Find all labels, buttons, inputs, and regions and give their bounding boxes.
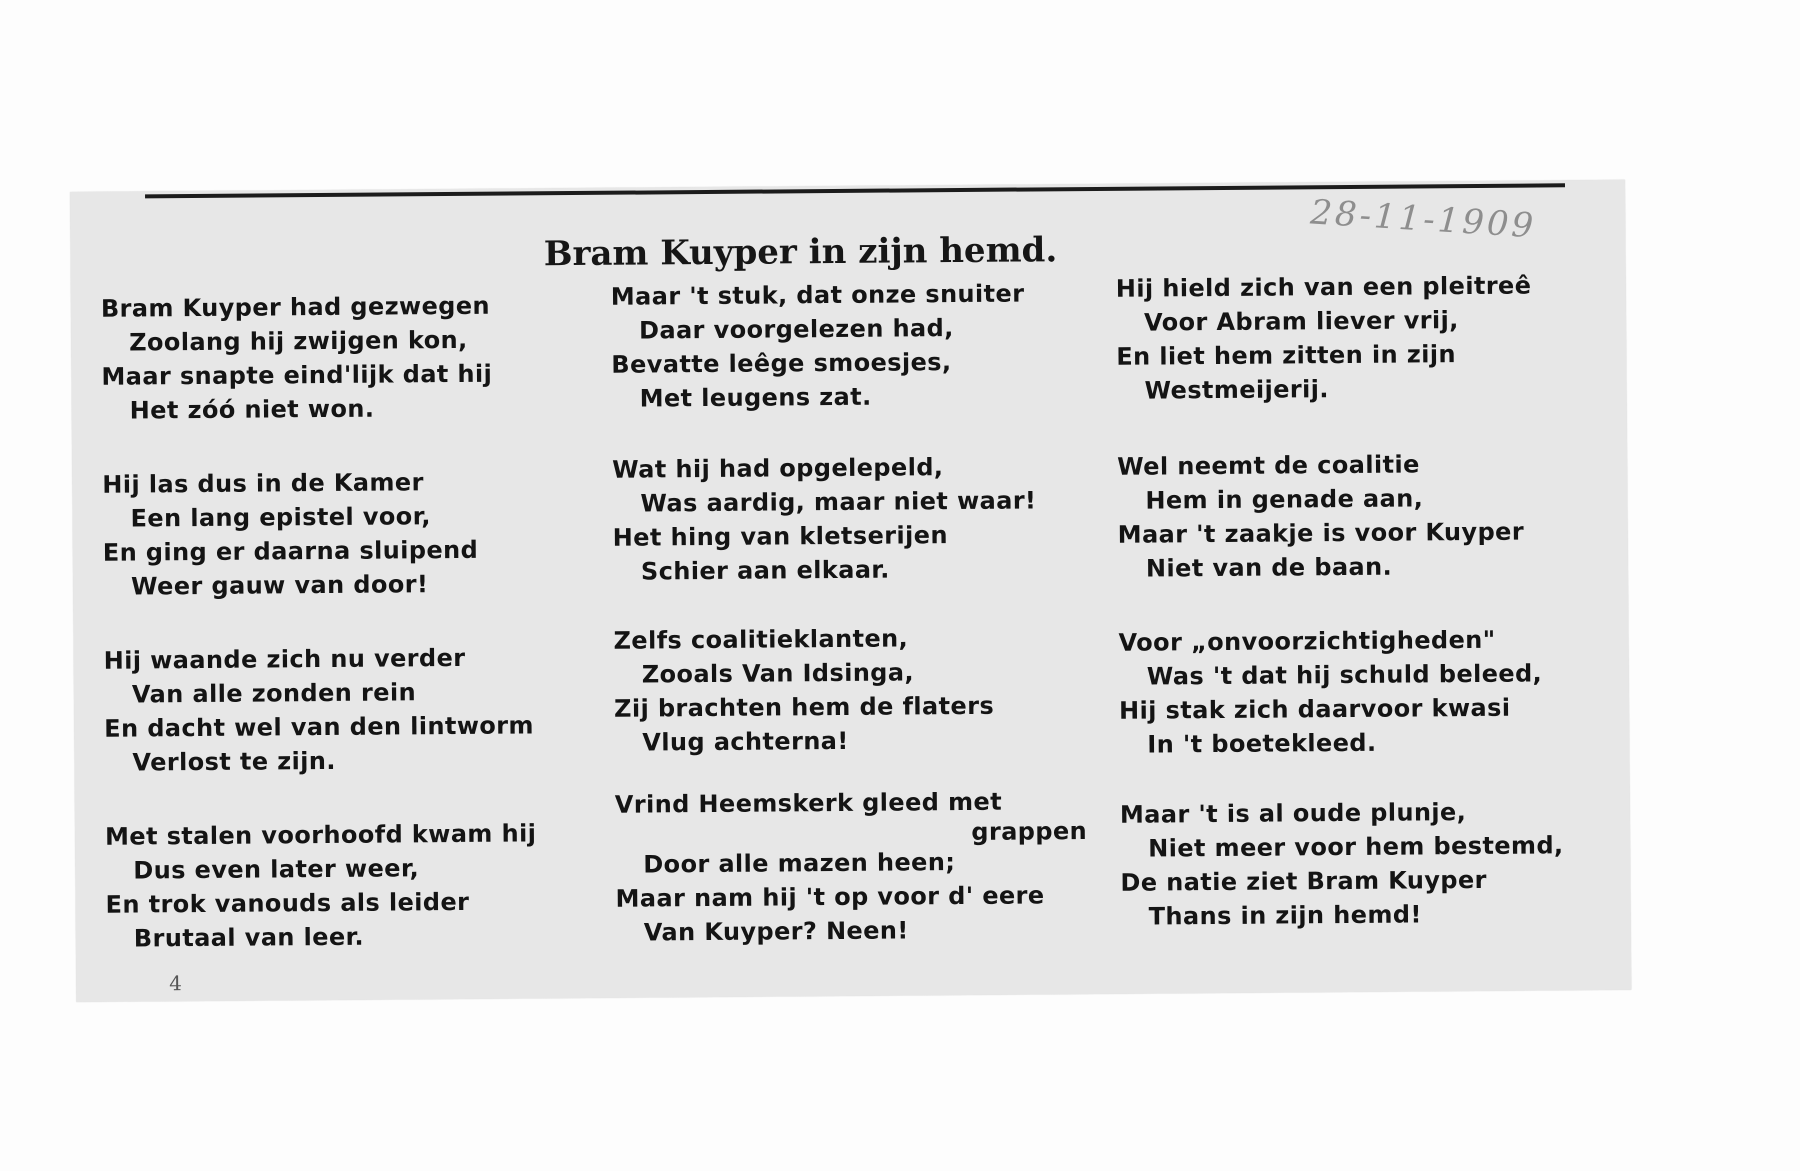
- stanza: [1116, 268, 1617, 408]
- stanza: [615, 784, 1116, 950]
- poem-line: En dacht wel van den lintworm: [104, 711, 535, 743]
- poem-line: Vrind Heemskerk gleed met: [614, 787, 1003, 819]
- poem-line: Maar 't stuk, dat onze snuiter: [610, 279, 1025, 311]
- poem-line: Zij brachten hem de flaters: [613, 691, 995, 723]
- poem-line: Hij hield zich van een pleitreê: [1115, 271, 1532, 303]
- poem-line: Was aardig, maar niet waar!: [640, 486, 1037, 518]
- poem-line: Maar 't is al oude plunje,: [1119, 798, 1467, 829]
- poem-line: Wel neemt de coalitie: [1117, 450, 1420, 481]
- poem-line: Bram Kuyper had gezwegen: [100, 291, 491, 323]
- poem-line: Met leugens zat.: [639, 382, 872, 413]
- poem-line: Met stalen voorhoofd kwam hij: [104, 819, 537, 851]
- poem-line: Van Kuyper? Neen!: [643, 916, 909, 947]
- stanza: [1120, 794, 1621, 934]
- poem-line: Het zóó niet won.: [129, 394, 375, 425]
- stanza: [1117, 446, 1618, 586]
- poem-line: Vlug achterna!: [642, 726, 849, 757]
- poem-line: Daar voorgelezen had,: [638, 314, 954, 345]
- poem-line: Maar 't zaakje is voor Kuyper: [1117, 517, 1525, 549]
- poem-line: Zelfs coalitieklanten,: [613, 624, 909, 655]
- poem-line: Voor Abram liever vrij,: [1143, 306, 1459, 337]
- poem-line: Maar snapte eind'lijk dat hij: [101, 359, 493, 391]
- poem-line: Maar nam hij 't op voor d' eere: [615, 881, 1045, 913]
- poem-line: De natie ziet Bram Kuyper: [1120, 865, 1487, 897]
- poem-line: Bevatte leêge smoesjes,: [611, 348, 952, 379]
- poem-line: Weer gauw van door!: [130, 570, 429, 601]
- poem-line: Schier aan elkaar.: [640, 555, 890, 586]
- stanza: [1118, 622, 1619, 762]
- poem-column-1: [100, 288, 601, 953]
- poem-line: Hij waande zich nu verder: [103, 643, 466, 675]
- poem-line: In 't boetekleed.: [1147, 728, 1377, 759]
- stanza: [101, 288, 602, 428]
- stanza: [104, 640, 605, 780]
- poem-line: Het hing van kletserijen: [612, 521, 949, 552]
- page-number: 4: [169, 971, 183, 996]
- stanza: [611, 276, 1112, 416]
- poem-line: Niet van de baan.: [1145, 552, 1393, 583]
- poem-line: Westmeijerij.: [1144, 375, 1329, 405]
- poem-column-2: [610, 279, 1111, 947]
- poem-title: Bram Kuyper in zijn hemd.: [543, 230, 1058, 275]
- poem-line: Hij stak zich daarvoor kwasi: [1118, 693, 1511, 725]
- poem-line: Thans in zijn hemd!: [1148, 900, 1422, 931]
- poem-line: Was 't dat hij schuld beleed,: [1146, 659, 1543, 691]
- poem-line: Hem in genade aan,: [1145, 484, 1424, 515]
- poem-line: En trok vanouds als leider: [105, 887, 470, 919]
- handwritten-date: 28-11-1909: [1309, 192, 1538, 247]
- stanza: [105, 816, 606, 956]
- poem-line: Door alle mazen heen;: [643, 848, 956, 879]
- poem-line: Zoolang hij zwijgen kon,: [129, 325, 468, 357]
- poem-line: Zooals Van Idsinga,: [641, 658, 915, 689]
- stanza: [612, 449, 1113, 589]
- poem-line: Brutaal van leer.: [133, 922, 365, 953]
- poem-line: Wat hij had opgelepeld,: [612, 453, 944, 484]
- poem-line: En ging er daarna sluipend: [102, 535, 479, 567]
- poem-line: Voor „onvoorzichtigheden": [1118, 625, 1496, 657]
- poem-line: Verlost te zijn.: [132, 746, 336, 777]
- newspaper-clipping: [70, 180, 1631, 1002]
- poem-line: Een lang epistel voor,: [130, 502, 431, 533]
- stanza: [613, 620, 1114, 760]
- poem-line: En liet hem zitten in zijn: [1116, 340, 1456, 371]
- poem-line: Niet meer voor hem bestemd,: [1148, 831, 1564, 863]
- poem-line: Dus even later weer,: [133, 854, 420, 885]
- poem-line: Hij las dus in de Kamer: [102, 468, 424, 499]
- stanza: [102, 464, 603, 604]
- poem-column-3: [1115, 271, 1616, 931]
- poem-line: Van alle zonden rein: [131, 678, 417, 709]
- poem-line-continuation: grappen: [971, 817, 1088, 846]
